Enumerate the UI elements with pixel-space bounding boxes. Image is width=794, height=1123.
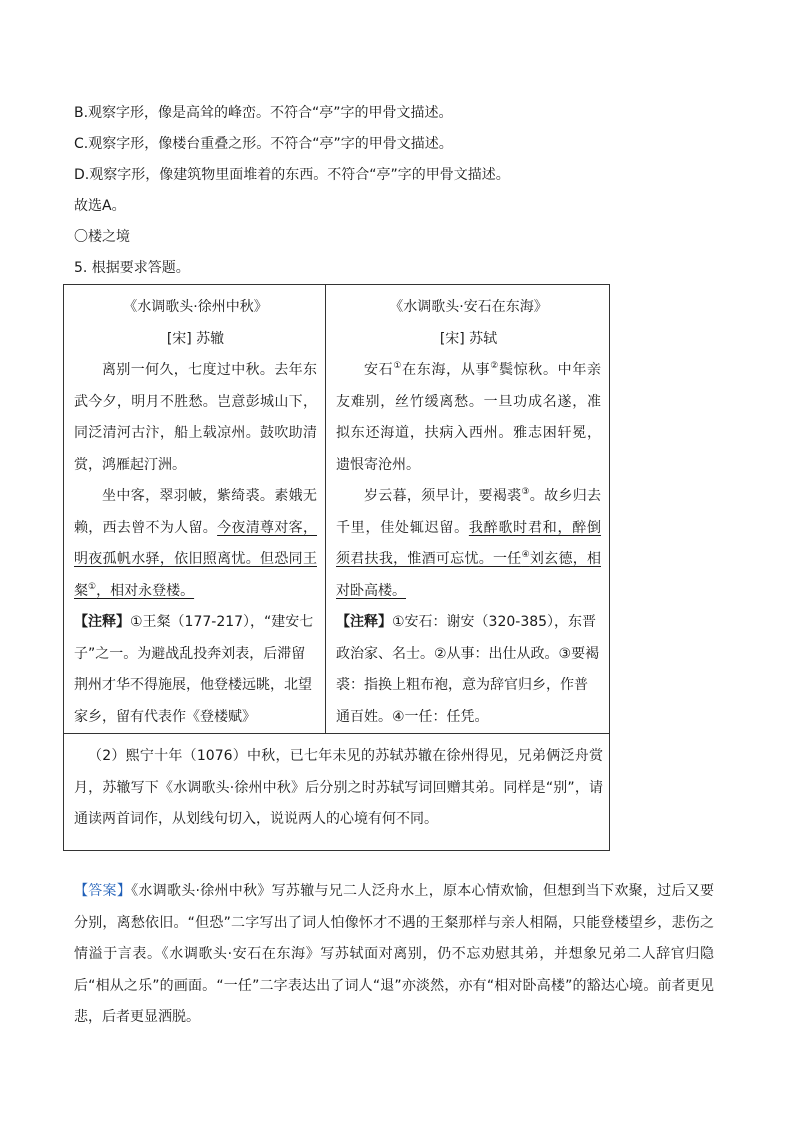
poem2-stanza2-a: 岁云暮，须早计，要褐裘 bbox=[364, 488, 522, 504]
option-d: D.观察字形，像建筑物里面堆着的东西。不符合“亭”字的甲骨文描述。 bbox=[74, 167, 510, 183]
poem-left-cell bbox=[64, 285, 326, 734]
poem1-note-text: ①王粲（177-217），“建安七子”之一。为避战乱投奔刘表，后滞留荆州才华不得施展，他登楼远眺，北望家乡，留有代表作《登楼赋》 bbox=[74, 614, 314, 725]
poem-table bbox=[63, 284, 610, 851]
option-c: C.观察字形，像楼台重叠之形。不符合“亭”字的甲骨文描述。 bbox=[74, 136, 453, 152]
poem1-title: 《水调歌头·徐州中秋》 bbox=[123, 299, 268, 315]
poem1-stanza2 bbox=[74, 481, 317, 607]
poem2-title: 《水调歌头·安石在东海》 bbox=[389, 299, 548, 315]
answer-text: 《水调歌头·徐州中秋》写苏辙与兄二人泛舟水上，原本心情欢愉，但想到当下欢聚，过后又要分别，离愁依旧。“但恐”二字写出了词人怕像怀才不遇的王粲那样与亲人相隔，只能登楼望乡，悲伤之情溢于言表。《水调歌头·安石在东海》写苏轼面对离别，仍不忘劝慰其弟，并想象兄弟二人辞官归隐后“相从之乐”的画面。“一任”二字表达出了词人“退”亦淡然，亦有“相对卧高楼”的豁达心境。前者更见悲，后者更显洒脱。 bbox=[74, 883, 715, 1025]
poem2-stanza1-c: 鬓惊秋。中年亲友难别，丝竹缓离愁。一旦功成名遂，准拟东还海道，扶病入西州。雅志困轩冕，遗恨寄沧州。 bbox=[336, 362, 602, 473]
poem2-footnote-2: ② bbox=[490, 361, 499, 371]
poem2-stanza2-b: 。故乡归去千里，佳处辄迟留。 bbox=[336, 488, 602, 536]
option-b: B.观察字形，像是高耸的峰峦。不符合“亭”字的甲骨文描述。 bbox=[74, 105, 453, 121]
poem2-footnote-3: ③ bbox=[521, 487, 530, 497]
poem1-stanza1: 离别一何久，七度过中秋。去年东武今夕，明月不胜愁。岂意彭城山下，同泛清河古汴，船上载凉州。鼓吹助清赏，鸿雁起汀洲。 bbox=[74, 362, 317, 473]
poem1-note bbox=[74, 607, 317, 733]
section-title: 〇楼之境 bbox=[74, 229, 130, 245]
answer-label: 【答案】 bbox=[74, 883, 132, 899]
poem2-footnote-4: ④ bbox=[521, 550, 530, 560]
poem2-footnote-1: ① bbox=[393, 361, 403, 371]
question-2: （2）熙宁十年（1076）中秋，已七年未见的苏轼苏辙在徐州得见，兄弟俩泛舟赏月，苏辙写下《水调歌头·徐州中秋》后分别之时苏轼写词回赠其弟。同样是“别”，请通读两首词作，从划线句切入，说说两人的心境有何不同。 bbox=[74, 748, 603, 827]
poem1-stanza2-plain: 坐中客，翠羽帔，紫绮裘。素娥无赖，西去曾不为人留。 bbox=[74, 488, 317, 536]
poem2-note-label: 【注释】 bbox=[336, 614, 392, 630]
poem1-footnote-mark: ① bbox=[88, 581, 97, 592]
poem2-underlined-a: 我醉歌时君和，醉倒须君扶我，惟酒可忘忧。一任 bbox=[336, 519, 602, 567]
poem1-author: [宋] 苏辙 bbox=[166, 330, 225, 347]
answer-conclusion: 故选A。 bbox=[74, 198, 126, 214]
poem2-note-text: ①安石：谢安（320-385），东晋政治家、名士。②从事：出仕从政。③要褐裘：指换上粗布袍，意为辞官归乡，作普通百姓。④一任：任凭。 bbox=[336, 614, 600, 725]
question-intro: 5. 根据要求答题。 bbox=[74, 260, 190, 276]
poem1-underlined-text: 今夜清尊对客，明夜孤帆水驿，依旧照离忧。但恐同王粲 bbox=[74, 519, 317, 599]
poem-right-cell bbox=[326, 285, 610, 734]
poem2-note bbox=[336, 607, 601, 733]
poem2-stanza1-a: 安石 bbox=[364, 362, 394, 378]
poem1-note-label: 【注释】 bbox=[74, 614, 130, 630]
answer-block bbox=[74, 876, 714, 1034]
question-cell bbox=[64, 734, 610, 851]
poem2-underlined-b: 刘玄德，相对卧高楼。 bbox=[336, 551, 601, 599]
poem2-stanza1-b: 在东海，从事 bbox=[402, 362, 491, 378]
poem2-stanza1 bbox=[336, 355, 601, 481]
poem2-stanza2 bbox=[336, 481, 601, 607]
poem1-underlined-tail: ，相对永登楼。 bbox=[96, 582, 195, 599]
poem2-author: [宋] 苏轼 bbox=[439, 330, 498, 347]
